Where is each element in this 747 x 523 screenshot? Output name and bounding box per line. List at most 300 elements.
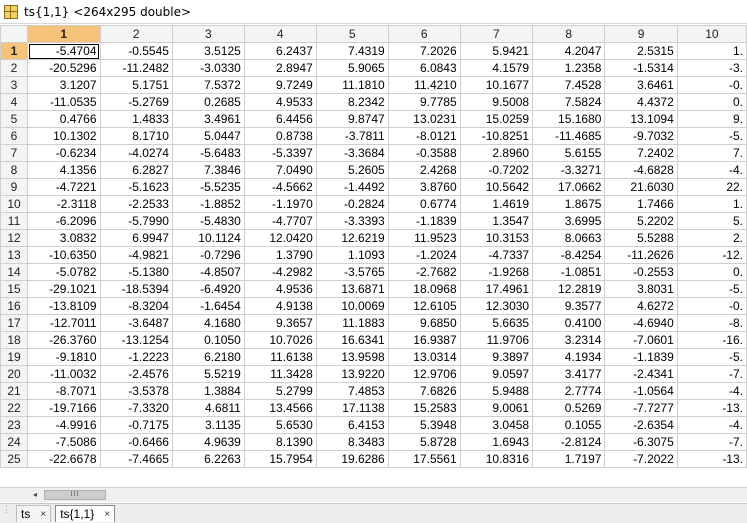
table-row <box>1 247 747 264</box>
table-cell[interactable]: -4.7221 <box>28 179 100 196</box>
column-header[interactable]: 7 <box>460 26 532 43</box>
table-cell[interactable]: 5.5288 <box>605 230 677 247</box>
table-cell[interactable]: 2.7774 <box>533 383 605 400</box>
table-cell[interactable]: -1.5314 <box>605 60 677 77</box>
table-cell[interactable]: 10.8316 <box>460 451 532 468</box>
table-cell[interactable]: -0.7296 <box>172 247 244 264</box>
table-cell[interactable]: 16.9387 <box>388 332 460 349</box>
table-cell[interactable]: 0.5269 <box>533 400 605 417</box>
table-cell[interactable]: -3. <box>677 60 746 77</box>
row-header[interactable]: 3 <box>1 77 28 94</box>
table-cell[interactable]: -0.6466 <box>100 434 172 451</box>
row-header[interactable]: 14 <box>1 264 28 281</box>
table-cell[interactable]: 11.9523 <box>388 230 460 247</box>
table-cell[interactable]: -4.9916 <box>28 417 100 434</box>
table-cell[interactable]: 6.2437 <box>244 43 316 60</box>
table-cell[interactable]: -4.9821 <box>100 247 172 264</box>
column-header[interactable]: 1 <box>28 26 100 43</box>
table-cell[interactable]: -13. <box>677 400 746 417</box>
close-icon[interactable]: × <box>40 508 47 520</box>
table-cell[interactable]: -4. <box>677 162 746 179</box>
table-cell[interactable]: 6.2263 <box>172 451 244 468</box>
table-cell[interactable]: 9.0597 <box>460 366 532 383</box>
horizontal-scrollbar[interactable] <box>0 487 747 502</box>
table-cell[interactable]: 5.2799 <box>244 383 316 400</box>
table-cell[interactable]: 3.8760 <box>388 179 460 196</box>
table-cell[interactable]: 17.1138 <box>316 400 388 417</box>
table-cell[interactable]: 1.2358 <box>533 60 605 77</box>
table-cell[interactable]: 3.4961 <box>172 111 244 128</box>
table-cell[interactable]: 3.1207 <box>28 77 100 94</box>
table-cell[interactable]: 3.8031 <box>605 281 677 298</box>
table-cell[interactable]: -8.4254 <box>533 247 605 264</box>
table-cell[interactable]: 13.6871 <box>316 281 388 298</box>
table-cell[interactable]: 17.4961 <box>460 281 532 298</box>
table-cell[interactable]: -4.8507 <box>172 264 244 281</box>
table-cell[interactable]: -5.0782 <box>28 264 100 281</box>
table-cell[interactable]: -8.3204 <box>100 298 172 315</box>
table-cell[interactable]: 11.6138 <box>244 349 316 366</box>
row-header[interactable]: 20 <box>1 366 28 383</box>
table-cell[interactable]: 12.2819 <box>533 281 605 298</box>
row-header[interactable]: 25 <box>1 451 28 468</box>
table-row <box>1 162 747 179</box>
column-header[interactable]: 9 <box>605 26 677 43</box>
table-cell[interactable]: 12.3030 <box>460 298 532 315</box>
table-cell[interactable]: -6.4920 <box>172 281 244 298</box>
table-cell[interactable]: 16.6341 <box>316 332 388 349</box>
table-cell[interactable]: 1.3790 <box>244 247 316 264</box>
table-cell[interactable]: -0.5545 <box>100 43 172 60</box>
table-cell[interactable]: -7.5086 <box>28 434 100 451</box>
table-cell[interactable]: -1.2223 <box>100 349 172 366</box>
table-cell[interactable]: 2. <box>677 230 746 247</box>
table-cell[interactable]: 5.1751 <box>100 77 172 94</box>
table-cell[interactable]: 17.0662 <box>533 179 605 196</box>
table-cell[interactable]: -3.3271 <box>533 162 605 179</box>
row-header[interactable]: 2 <box>1 60 28 77</box>
table-cell[interactable]: 12.9706 <box>388 366 460 383</box>
table-cell[interactable]: 7.5372 <box>172 77 244 94</box>
table-cell[interactable]: 11.3428 <box>244 366 316 383</box>
table-cell[interactable]: 4.6272 <box>605 298 677 315</box>
table-cell[interactable]: -3.3393 <box>316 213 388 230</box>
table-cell[interactable]: 5.8728 <box>388 434 460 451</box>
table-cell[interactable]: 7.2026 <box>388 43 460 60</box>
table-cell[interactable]: -4.0274 <box>100 145 172 162</box>
table-cell[interactable]: 4.9639 <box>172 434 244 451</box>
table-cell[interactable]: -9.1810 <box>28 349 100 366</box>
column-header[interactable]: 6 <box>388 26 460 43</box>
scroll-left-arrow-icon[interactable]: ◂ <box>32 490 37 499</box>
table-cell[interactable]: 0.1050 <box>172 332 244 349</box>
table-cell[interactable]: 1. <box>677 196 746 213</box>
table-cell[interactable]: 10.3153 <box>460 230 532 247</box>
table-cell[interactable]: -4. <box>677 417 746 434</box>
tab-ts-1-1[interactable] <box>55 505 115 522</box>
table-cell[interactable]: -11.0032 <box>28 366 100 383</box>
table-cell[interactable]: 5.6530 <box>244 417 316 434</box>
row-header[interactable]: 9 <box>1 179 28 196</box>
table-cell[interactable]: -0. <box>677 77 746 94</box>
table-cell[interactable]: 9.7249 <box>244 77 316 94</box>
table-cell[interactable]: 11.1883 <box>316 315 388 332</box>
table-cell[interactable]: -11.4685 <box>533 128 605 145</box>
table-cell[interactable]: -1.2024 <box>388 247 460 264</box>
table-cell[interactable]: -2.4576 <box>100 366 172 383</box>
row-header[interactable]: 7 <box>1 145 28 162</box>
table-cell[interactable]: -2.4341 <box>605 366 677 383</box>
table-cell[interactable]: 15.2583 <box>388 400 460 417</box>
column-header[interactable]: 5 <box>316 26 388 43</box>
table-cell[interactable]: 1.3884 <box>172 383 244 400</box>
table-cell[interactable]: -13.8109 <box>28 298 100 315</box>
table-cell[interactable]: 5.9065 <box>316 60 388 77</box>
table-cell[interactable]: 3.5125 <box>172 43 244 60</box>
row-header[interactable]: 8 <box>1 162 28 179</box>
tab-ts[interactable] <box>16 505 51 522</box>
column-header[interactable]: 2 <box>100 26 172 43</box>
table-cell[interactable]: -3.6487 <box>100 315 172 332</box>
table-cell[interactable]: 18.0968 <box>388 281 460 298</box>
table-cell[interactable]: 4.9533 <box>244 94 316 111</box>
table-cell[interactable]: 11.4210 <box>388 77 460 94</box>
table-cell[interactable]: -1.0851 <box>533 264 605 281</box>
table-cell[interactable]: -4. <box>677 383 746 400</box>
table-cell[interactable]: 9.7785 <box>388 94 460 111</box>
table-cell[interactable]: -10.6350 <box>28 247 100 264</box>
table-cell[interactable]: 9.3897 <box>460 349 532 366</box>
table-cell[interactable]: -1.9268 <box>460 264 532 281</box>
table-cell[interactable]: -4.6828 <box>605 162 677 179</box>
table-cell[interactable]: 5.2202 <box>605 213 677 230</box>
table-cell[interactable]: 5. <box>677 213 746 230</box>
table-cell[interactable]: -7. <box>677 366 746 383</box>
row-header[interactable]: 21 <box>1 383 28 400</box>
table-cell[interactable]: 15.7954 <box>244 451 316 468</box>
table-cell[interactable]: 6.0843 <box>388 60 460 77</box>
table-cell[interactable]: 1.7466 <box>605 196 677 213</box>
table-cell[interactable]: 4.4372 <box>605 94 677 111</box>
table-cell[interactable]: -11.2626 <box>605 247 677 264</box>
table-cell[interactable]: -22.6678 <box>28 451 100 468</box>
table-cell[interactable]: 13.0314 <box>388 349 460 366</box>
table-cell[interactable]: 5.9488 <box>460 383 532 400</box>
table-cell[interactable]: -5.6483 <box>172 145 244 162</box>
table-cell[interactable]: 10.5642 <box>460 179 532 196</box>
table-cell[interactable]: -2.6354 <box>605 417 677 434</box>
table-cell[interactable]: 3.4177 <box>533 366 605 383</box>
table-cell[interactable]: -18.5394 <box>100 281 172 298</box>
table-cell[interactable]: 4.1579 <box>460 60 532 77</box>
table-cell[interactable]: 8.1390 <box>244 434 316 451</box>
row-header[interactable]: 13 <box>1 247 28 264</box>
table-cell[interactable]: 9.6850 <box>388 315 460 332</box>
table-cell[interactable]: -5.2769 <box>100 94 172 111</box>
table-cell[interactable]: 8.2342 <box>316 94 388 111</box>
table-cell[interactable]: 12.6105 <box>388 298 460 315</box>
table-cell[interactable]: 4.9536 <box>244 281 316 298</box>
row-header[interactable]: 15 <box>1 281 28 298</box>
row-header[interactable]: 23 <box>1 417 28 434</box>
row-header[interactable]: 17 <box>1 315 28 332</box>
table-cell[interactable]: 6.4456 <box>244 111 316 128</box>
table-cell[interactable]: 4.6811 <box>172 400 244 417</box>
table-cell[interactable]: -0.7175 <box>100 417 172 434</box>
table-cell[interactable]: 1.1093 <box>316 247 388 264</box>
table-cell[interactable]: 5.5219 <box>172 366 244 383</box>
row-header[interactable]: 19 <box>1 349 28 366</box>
table-cell[interactable]: 7.5824 <box>533 94 605 111</box>
table-cell[interactable]: -1.1839 <box>605 349 677 366</box>
table-cell[interactable]: 6.9947 <box>100 230 172 247</box>
row-header[interactable]: 22 <box>1 400 28 417</box>
table-cell[interactable]: -2.3118 <box>28 196 100 213</box>
table-cell[interactable]: 15.1680 <box>533 111 605 128</box>
table-cell[interactable]: -4.7707 <box>244 213 316 230</box>
table-cell[interactable]: 9.3577 <box>533 298 605 315</box>
table-cell[interactable]: 22. <box>677 179 746 196</box>
table-cell[interactable]: 0.4100 <box>533 315 605 332</box>
table-cell[interactable]: -16. <box>677 332 746 349</box>
table-cell[interactable]: 15.0259 <box>460 111 532 128</box>
table-cell[interactable]: 12.6219 <box>316 230 388 247</box>
table-cell[interactable]: 7.4319 <box>316 43 388 60</box>
table-cell[interactable]: 11.1810 <box>316 77 388 94</box>
table-cell[interactable]: -4.2982 <box>244 264 316 281</box>
data-grid[interactable] <box>0 25 747 487</box>
close-icon[interactable]: × <box>104 508 111 520</box>
table-row <box>1 145 747 162</box>
table-cell[interactable]: 1.8675 <box>533 196 605 213</box>
table-cell[interactable]: -7. <box>677 434 746 451</box>
table-cell[interactable]: 0.4766 <box>28 111 100 128</box>
row-header[interactable]: 6 <box>1 128 28 145</box>
table-cell[interactable]: 9.0061 <box>460 400 532 417</box>
table-cell[interactable]: 4.1680 <box>172 315 244 332</box>
table-cell[interactable]: 11.9706 <box>460 332 532 349</box>
table-cell[interactable]: -5.4704 <box>28 43 100 60</box>
table-cell[interactable]: -1.8852 <box>172 196 244 213</box>
column-header[interactable]: 8 <box>533 26 605 43</box>
table-cell[interactable]: -7.4665 <box>100 451 172 468</box>
table-cell[interactable]: 7.0490 <box>244 162 316 179</box>
table-cell[interactable]: 0.8738 <box>244 128 316 145</box>
table-cell[interactable]: 7.3846 <box>172 162 244 179</box>
table-cell[interactable]: 7.2402 <box>605 145 677 162</box>
table-cell[interactable]: 0. <box>677 94 746 111</box>
table-cell[interactable]: -29.1021 <box>28 281 100 298</box>
table-cell[interactable]: 9. <box>677 111 746 128</box>
table-cell[interactable]: 0.1055 <box>533 417 605 434</box>
table-cell[interactable]: -20.5296 <box>28 60 100 77</box>
table-cell[interactable]: -8.0121 <box>388 128 460 145</box>
table-cell[interactable]: 8.1710 <box>100 128 172 145</box>
table-cell[interactable]: 5.6155 <box>533 145 605 162</box>
table-cell[interactable]: 5.6635 <box>460 315 532 332</box>
table-cell[interactable]: 10.0069 <box>316 298 388 315</box>
table-cell[interactable]: 2.5315 <box>605 43 677 60</box>
table-cell[interactable]: 9.3657 <box>244 315 316 332</box>
table-cell[interactable]: 2.4268 <box>388 162 460 179</box>
table-cell[interactable]: -7.3320 <box>100 400 172 417</box>
table-cell[interactable]: -4.7337 <box>460 247 532 264</box>
table-cell[interactable]: 1. <box>677 43 746 60</box>
table-cell[interactable]: -4.6940 <box>605 315 677 332</box>
table-cell[interactable]: -1.1970 <box>244 196 316 213</box>
table-cell[interactable]: -1.1839 <box>388 213 460 230</box>
row-header[interactable]: 5 <box>1 111 28 128</box>
table-cell[interactable]: -10.8251 <box>460 128 532 145</box>
table-cell[interactable]: 7.4528 <box>533 77 605 94</box>
table-cell[interactable]: -0.6234 <box>28 145 100 162</box>
row-header[interactable]: 16 <box>1 298 28 315</box>
column-header[interactable]: 10 <box>677 26 746 43</box>
table-cell[interactable]: -5.5235 <box>172 179 244 196</box>
row-header[interactable]: 1 <box>1 43 28 60</box>
table-cell[interactable]: -5. <box>677 128 746 145</box>
table-cell[interactable]: 12.0420 <box>244 230 316 247</box>
table-cell[interactable]: 4.1934 <box>533 349 605 366</box>
table-cell[interactable]: 8.3483 <box>316 434 388 451</box>
table-cell[interactable]: -0.7202 <box>460 162 532 179</box>
table-cell[interactable]: 3.0832 <box>28 230 100 247</box>
table-cell[interactable]: -0.2824 <box>316 196 388 213</box>
column-header[interactable]: 4 <box>244 26 316 43</box>
table-cell[interactable]: 5.3948 <box>388 417 460 434</box>
table-cell[interactable]: 2.8960 <box>460 145 532 162</box>
table-cell[interactable]: 13.1094 <box>605 111 677 128</box>
table-cell[interactable]: -1.4492 <box>316 179 388 196</box>
table-cell[interactable]: -0.2553 <box>605 264 677 281</box>
table-cell[interactable]: -5.1623 <box>100 179 172 196</box>
table-cell[interactable]: 1.6943 <box>460 434 532 451</box>
table-cell[interactable]: 1.4833 <box>100 111 172 128</box>
table-cell[interactable]: -5.3397 <box>244 145 316 162</box>
table-cell[interactable]: -13. <box>677 451 746 468</box>
table-cell[interactable]: 13.4566 <box>244 400 316 417</box>
table-cell[interactable]: -8. <box>677 315 746 332</box>
table-cell[interactable]: 5.0447 <box>172 128 244 145</box>
table-cell[interactable]: 5.2605 <box>316 162 388 179</box>
table-cell[interactable]: -5.7990 <box>100 213 172 230</box>
table-cell[interactable]: 6.4153 <box>316 417 388 434</box>
table-cell[interactable]: 6.2827 <box>100 162 172 179</box>
row-header[interactable]: 24 <box>1 434 28 451</box>
table-cell[interactable]: -11.2482 <box>100 60 172 77</box>
column-header[interactable]: 3 <box>172 26 244 43</box>
table-cell[interactable]: -3.7811 <box>316 128 388 145</box>
corner-cell[interactable] <box>1 26 28 43</box>
table-cell[interactable]: -19.7166 <box>28 400 100 417</box>
table-cell[interactable]: -7.2022 <box>605 451 677 468</box>
table-cell[interactable]: -4.5662 <box>244 179 316 196</box>
scrollbar-thumb[interactable]: III <box>44 490 106 500</box>
table-cell[interactable]: 10.7026 <box>244 332 316 349</box>
table-cell[interactable]: -12. <box>677 247 746 264</box>
table-cell[interactable]: 1.3547 <box>460 213 532 230</box>
table-cell[interactable]: 3.2314 <box>533 332 605 349</box>
row-header[interactable]: 10 <box>1 196 28 213</box>
row-header[interactable]: 4 <box>1 94 28 111</box>
table-cell[interactable]: 10.1677 <box>460 77 532 94</box>
table-cell[interactable]: 13.9220 <box>316 366 388 383</box>
table-cell[interactable]: -5. <box>677 281 746 298</box>
table-cell[interactable]: -7.0601 <box>605 332 677 349</box>
table-cell[interactable]: 3.6461 <box>605 77 677 94</box>
table-cell[interactable]: 4.1356 <box>28 162 100 179</box>
table-cell[interactable]: 7.4853 <box>316 383 388 400</box>
table-cell[interactable]: 0.2685 <box>172 94 244 111</box>
table-cell[interactable]: 2.8947 <box>244 60 316 77</box>
table-cell[interactable]: 9.5008 <box>460 94 532 111</box>
table-cell[interactable]: -2.7682 <box>388 264 460 281</box>
table-cell[interactable]: 9.8747 <box>316 111 388 128</box>
table-cell[interactable]: 13.0231 <box>388 111 460 128</box>
table-cell[interactable]: 19.6286 <box>316 451 388 468</box>
table-cell[interactable]: -3.5765 <box>316 264 388 281</box>
table-cell[interactable]: 8.0663 <box>533 230 605 247</box>
table-cell[interactable]: -1.0564 <box>605 383 677 400</box>
table-cell[interactable]: -5. <box>677 349 746 366</box>
table-cell[interactable]: -8.7071 <box>28 383 100 400</box>
table-cell[interactable]: 21.6030 <box>605 179 677 196</box>
table-cell[interactable]: -9.7032 <box>605 128 677 145</box>
table-cell[interactable]: -0. <box>677 298 746 315</box>
table-cell[interactable]: 17.5561 <box>388 451 460 468</box>
table-cell[interactable]: 10.1302 <box>28 128 100 145</box>
table-cell[interactable]: 4.9138 <box>244 298 316 315</box>
table-cell[interactable]: -3.3684 <box>316 145 388 162</box>
row-header[interactable]: 18 <box>1 332 28 349</box>
table-cell[interactable]: 3.1135 <box>172 417 244 434</box>
table-cell[interactable]: 7.6826 <box>388 383 460 400</box>
table-cell[interactable]: 1.4619 <box>460 196 532 213</box>
table-cell[interactable]: -11.0535 <box>28 94 100 111</box>
table-cell[interactable]: -6.2096 <box>28 213 100 230</box>
table-cell[interactable]: -3.5378 <box>100 383 172 400</box>
table-cell[interactable]: -0.3588 <box>388 145 460 162</box>
table-cell[interactable]: 3.0458 <box>460 417 532 434</box>
table-cell[interactable]: -5.4830 <box>172 213 244 230</box>
table-cell[interactable]: -5.1380 <box>100 264 172 281</box>
table-cell[interactable]: 7. <box>677 145 746 162</box>
table-cell[interactable]: -2.8124 <box>533 434 605 451</box>
table-cell[interactable]: -6.3075 <box>605 434 677 451</box>
row-header[interactable]: 11 <box>1 213 28 230</box>
table-cell[interactable]: -2.2533 <box>100 196 172 213</box>
table-cell[interactable]: -1.6454 <box>172 298 244 315</box>
table-cell[interactable]: 0.6774 <box>388 196 460 213</box>
table-cell[interactable]: -26.3760 <box>28 332 100 349</box>
table-cell[interactable]: -7.7277 <box>605 400 677 417</box>
table-cell[interactable]: 3.6995 <box>533 213 605 230</box>
table-cell[interactable]: 0. <box>677 264 746 281</box>
table-cell[interactable]: 13.9598 <box>316 349 388 366</box>
table-cell[interactable]: 5.9421 <box>460 43 532 60</box>
table-cell[interactable]: 4.2047 <box>533 43 605 60</box>
table-row <box>1 332 747 349</box>
row-header[interactable]: 12 <box>1 230 28 247</box>
table-cell[interactable]: 1.7197 <box>533 451 605 468</box>
grip-icon[interactable]: ⋮ <box>2 503 11 514</box>
variable-table[interactable] <box>0 25 747 468</box>
table-cell[interactable]: -3.0330 <box>172 60 244 77</box>
table-cell[interactable]: 10.1124 <box>172 230 244 247</box>
table-cell[interactable]: -13.1254 <box>100 332 172 349</box>
table-cell[interactable]: -12.7011 <box>28 315 100 332</box>
table-cell[interactable]: 6.2180 <box>172 349 244 366</box>
